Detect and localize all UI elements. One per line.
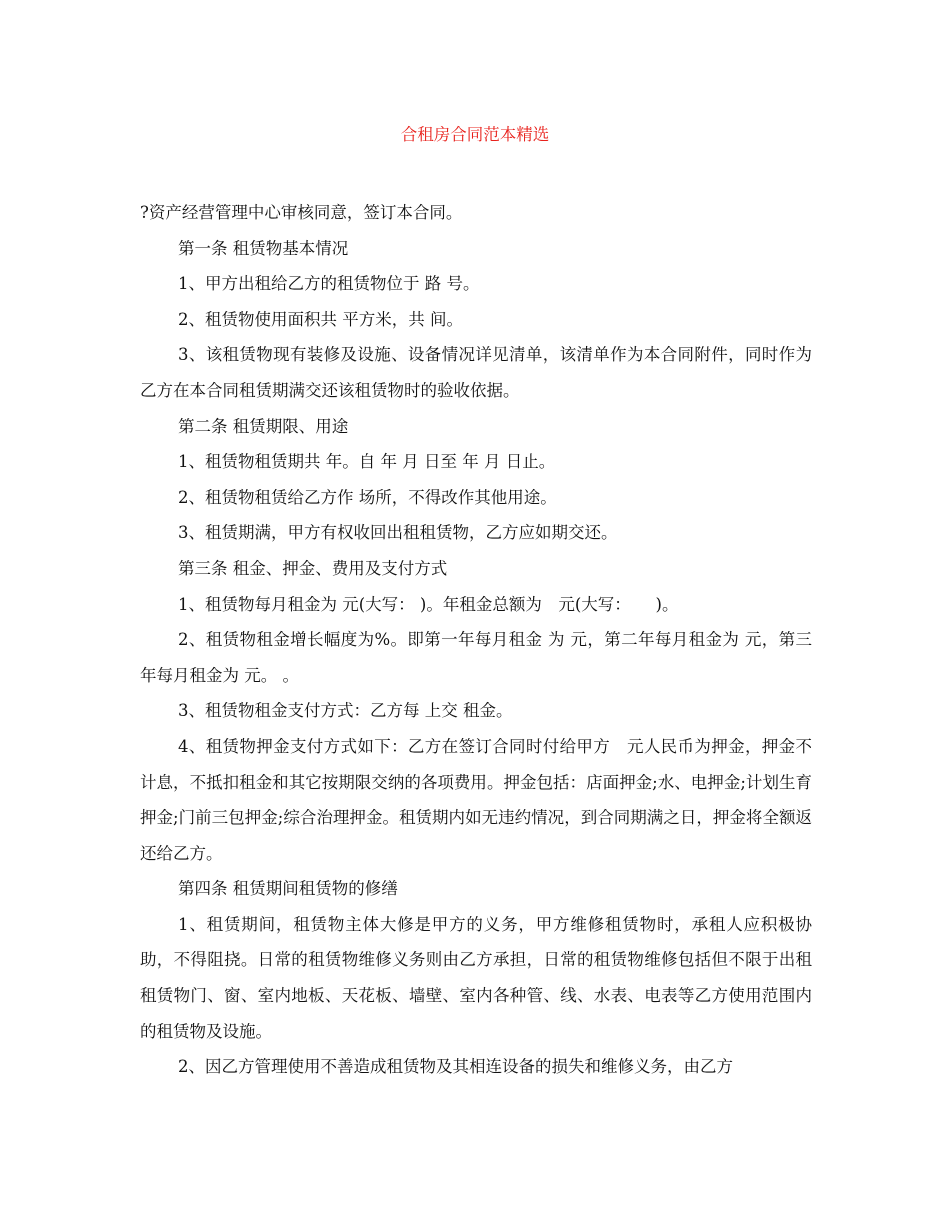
article-3-clause-4: 4、租赁物押金支付方式如下：乙方在签订合同时付给甲方 元人民币为押金，押金不计息，不抵扣租金和其它按期限交纳的各项费用。押金包括：店面押金;水、电押金;计划生育押金;门前三包押金;综合治理押金。租赁期内如无违约情况，到合同期满之日，押金将全额返还给乙方。 — [140, 736, 812, 863]
article-3-clause-2: 2、租赁物租金增长幅度为%。即第一年每月租金 为 元，第二年每月租金为 元，第三年每月租金为 元。 。 — [140, 630, 812, 685]
article-4-clause-2: 2、因乙方管理使用不善造成租赁物及其相连设备的损失和维修义务，由乙方 — [178, 1057, 733, 1077]
document-title: 合租房合同范本精选 — [400, 125, 550, 144]
article-1-clause-2: 2、租赁物使用面积共 平方米，共 间。 — [178, 309, 463, 329]
article-1-clause-3: 3、该租赁物现有装修及设施、设备情况详见清单，该清单作为本合同附件，同时作为乙方在本合同租赁期满交还该租赁物时的验收依据。 — [140, 345, 812, 400]
article-3-clause-1: 1、租赁物每月租金为 元(大写： )。年租金总额为 元(大写： )。 — [178, 594, 679, 614]
article-1-heading: 第一条 租赁物基本情况 — [178, 238, 349, 258]
document-body — [140, 195, 812, 1085]
paragraph-intro: ?资产经营管理中心审核同意，签订本合同。 — [140, 203, 463, 222]
article-3-clause-3: 3、租赁物租金支付方式：乙方每 上交 租金。 — [178, 701, 513, 721]
article-1-clause-1: 1、甲方出租给乙方的租赁物位于 路 号。 — [178, 274, 480, 294]
article-2-clause-3: 3、租赁期满，甲方有权收回出租租赁物，乙方应如期交还。 — [178, 523, 618, 543]
article-2-clause-2: 2、租赁物租赁给乙方作 场所，不得改作其他用途。 — [178, 487, 557, 507]
article-2-heading: 第二条 租赁期限、用途 — [178, 416, 349, 436]
article-3-heading: 第三条 租金、押金、费用及支付方式 — [178, 558, 448, 578]
article-2-clause-1: 1、租赁物租赁期共 年。自 年 月 日至 年 月 日止。 — [178, 452, 556, 472]
article-4-clause-1: 1、租赁期间，租赁物主体大修是甲方的义务，甲方维修租赁物时，承租人应积极协助，不得阻挠。日常的租赁物维修义务则由乙方承担，日常的租赁物维修包括但不限于出租租赁物门、窗、室内地板、天花板、墙壁、室内各种管、线、水表、电表等乙方使用范围内的租赁物及设施。 — [140, 914, 812, 1041]
article-4-heading: 第四条 租赁期间租赁物的修缮 — [178, 879, 398, 899]
